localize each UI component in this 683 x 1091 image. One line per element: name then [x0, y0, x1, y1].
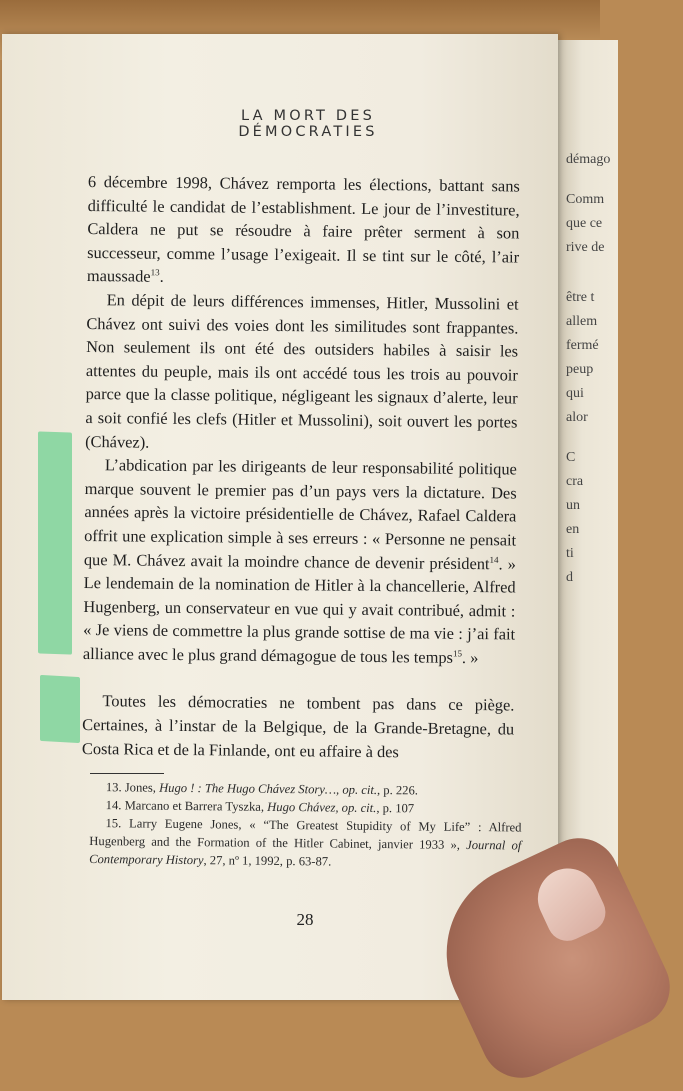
paragraph-text: . » Le lendemain de la nomination de Hitler à la chancellerie, Alfred Hugenberg, un conservateur en vue qui y avait contribué, admit : « Je viens de commettre la plus grande sottise de ma vie : j’ai fait alliance avec le plus grand démagogue de tous les temps: [82, 553, 517, 667]
paragraph: [82, 689, 515, 764]
paragraph: [83, 453, 517, 670]
facing-page-fragment: rive de: [566, 240, 605, 255]
footnote-number: 14.: [105, 798, 122, 813]
footnote-text: Jones,: [124, 780, 160, 795]
footnote-number: 13.: [105, 780, 122, 795]
paragraph-text: 6 décembre 1998, Chávez remporta les élections, battant sans difficulté le candidat de l’establishment. Le jour de l’investiture, Caldera ne put se résoudre à faire prêter serment à son successeur, comme l’usage l’exigeait. Il se tint sur le côté, l’air maussade: [86, 171, 520, 287]
footnote-text: Larry Eugene Jones, « “The Greatest Stupidity of My Life” : Alfred Hugenberg and the Formation of the Hitler Cabinet, janvier 1933 »,: [89, 816, 522, 852]
facing-page-fragment: d: [566, 570, 573, 585]
facing-page-fragment: allem: [566, 314, 598, 329]
facing-page-fragment: C: [566, 450, 576, 465]
body-text: [82, 170, 520, 765]
footnote-text: , p. 107: [376, 801, 415, 816]
facing-page-fragment: en: [566, 522, 580, 537]
page-number: 28: [296, 910, 314, 929]
facing-page-fragment: cra: [566, 474, 584, 489]
facing-page-fragment: fermé: [566, 338, 599, 353]
facing-page-fragment: Comm: [566, 192, 605, 207]
footnote-text: , 27, nº 1, 1992, p. 63-87.: [203, 853, 332, 869]
footnote-text: Marcano et Barrera Tyszka,: [124, 798, 268, 814]
facing-page-fragment: démago: [566, 152, 611, 167]
footnote-number: 15.: [105, 816, 122, 831]
footnote-divider: [90, 773, 164, 774]
running-head: LA MORT DES DÉMOCRATIES: [238, 108, 378, 140]
facing-page-fragment: que ce: [566, 216, 603, 231]
footnote-text: , p. 226.: [376, 783, 419, 798]
highlighter-mark: [40, 675, 80, 743]
paragraph-text: Toutes les démocraties ne tombent pas dans ce piège. Certaines, à l’instar de la Belgique, de la Grande-Bretagne, du Costa Rica et de la Finlande, ont eu affaire à des: [81, 691, 515, 761]
highlighter-mark: [38, 431, 72, 654]
facing-page-fragment: peup: [566, 362, 594, 377]
footnote-title: Hugo Chávez, op. cit.: [267, 799, 377, 815]
footnote-title: Hugo ! : The Hugo Chávez Story…, op. cit.: [159, 780, 378, 798]
footnote-ref: 13: [150, 267, 160, 278]
facing-page-fragment: ti: [566, 546, 574, 561]
footnotes: [89, 778, 522, 873]
paragraph-text: En dépit de leurs différences immenses, Hitler, Mussolini et Chávez ont suivi des voies dont les similitudes sont frappantes. Non seulement ils ont été des outsiders habiles à saisir les attentes du peuple, mais ils ont accédé tous les trois au pouvoir parce que la classe politique, négligeant les signaux d’alerte, leur a soit confié les clefs (Hitler et Mussolini), soit ouvert les portes (Chávez).: [85, 290, 519, 452]
paragraph: [85, 288, 519, 458]
facing-page-fragment: alor: [566, 410, 588, 425]
facing-page-fragment: qui: [566, 386, 584, 401]
footnote-ref: 15: [452, 648, 463, 659]
paragraph-text: L’abdication par les dirigeants de leur responsabilité politique marque souvent le premier pas d’un pays vers la dictature. Des années après la victoire présidentielle de Chávez, Rafael Caldera offrit une explication simple à ses erreurs : « Personne ne pensait que M. Chávez avait la moindre chance de devenir président: [83, 455, 517, 573]
footnote: [89, 814, 522, 873]
paragraph: 6 décembre 1998, Chávez remporta les élections, battant sans difficulté le candidat de l’establishment. Le jour de l’investiture, Caldera ne put se résoudre à faire prêter serment à son successeur, comme l’usage l’exigeait. Il se tint sur le côté, l’air maussade$^{13}$.: [86, 171, 520, 287]
paragraph-text: . »: [461, 647, 479, 667]
facing-page-fragment: un: [566, 498, 580, 513]
facing-page-fragment: être t: [566, 290, 595, 305]
footnote-ref: 14: [489, 554, 499, 565]
footnote-title: Journal of Contemporary History: [89, 837, 522, 868]
